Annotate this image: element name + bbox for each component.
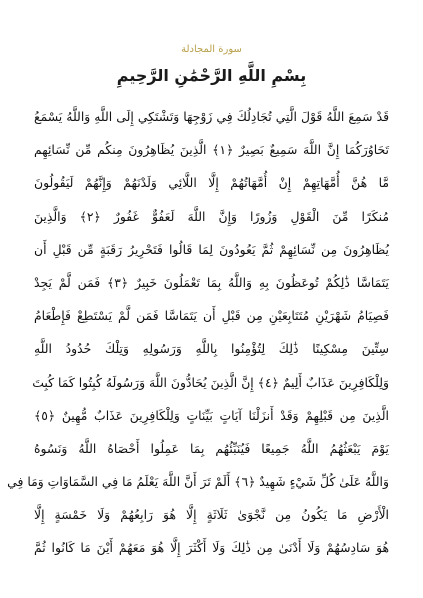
verse-line: سِتِّينَ مِسْكِينًا ذَٰلِكَ لِتُؤْمِنُوا بِاللَّهِ وَرَسُولِهِ وَتِلْكَ حُدُودُ اللَّهِ: [34, 341, 389, 357]
verse-line: يَوْمَ يَبْعَثُهُمُ اللَّهُ جَمِيعًا فَيُنَبِّئُهُم بِمَا عَمِلُوا أَحْصَاهُ اللَّهُ وَنَسُوهُ: [34, 440, 389, 456]
verse-line: يَتَمَاسَّا ذَٰلِكُمْ تُوعَظُونَ بِهِ وَاللَّهُ بِمَا تَعْمَلُونَ خَبِيرٌ ﴿٣﴾ فَمَن لَّمْ يَجِدْ: [34, 274, 389, 290]
verse-line: الَّذِينَ مِن قَبْلِهِمْ وَقَدْ أَنزَلْنَا آيَاتٍ بَيِّنَاتٍ وَلِلْكَافِرِينَ عَذَابٌ مُّهِينٌ ﴿٥﴾: [34, 407, 389, 423]
verse-line: تَحَاوُرَكُمَا إِنَّ اللَّهَ سَمِيعٌ بَصِيرٌ ﴿١﴾ الَّذِينَ يُظَاهِرُونَ مِنكُم مِّن نِّسَائِهِم: [34, 142, 389, 158]
verse-line: الْأَرْضِ مَا يَكُونُ مِن نَّجْوَىٰ ثَلَاثَةٍ إِلَّا هُوَ رَابِعُهُمْ وَلَا خَمْسَةٍ إِلَّا: [34, 507, 389, 523]
verse-line: قَدْ سَمِعَ اللَّهُ قَوْلَ الَّتِي تُجَادِلُكَ فِي زَوْجِهَا وَتَشْتَكِي إِلَى اللَّهِ وَاللَّهُ يَسْمَعُ: [34, 109, 389, 124]
verse-line: وَلِلْكَافِرِينَ عَذَابٌ أَلِيمٌ ﴿٤﴾ إِنَّ الَّذِينَ يُحَادُّونَ اللَّهَ وَرَسُولَهُ كُبِتُوا كَمَا كُبِتَ: [32, 374, 389, 390]
verse-line: فَصِيَامُ شَهْرَيْنِ مُتَتَابِعَيْنِ مِن قَبْلِ أَن يَتَمَاسَّا فَمَن لَّمْ يَسْتَطِعْ فَإِطْعَامُ: [34, 308, 389, 324]
verse-line: يُظَاهِرُونَ مِن نِّسَائِهِمْ ثُمَّ يَعُودُونَ لِمَا قَالُوا فَتَحْرِيرُ رَقَبَةٍ مِّن قَبْلِ أَن: [34, 241, 389, 257]
verse-line: وَاللَّهُ عَلَىٰ كُلِّ شَيْءٍ شَهِيدٌ ﴿٦﴾ أَلَمْ تَرَ أَنَّ اللَّهَ يَعْلَمُ مَا فِي السَّمَاوَاتِ وَمَا فِي: [7, 474, 389, 490]
verse-lines: [7, 100, 389, 565]
surah-title: سورة المجادلة: [181, 44, 242, 55]
verse-line: هُوَ سَادِسُهُمْ وَلَا أَدْنَىٰ مِن ذَٰلِكَ وَلَا أَكْثَرَ إِلَّا هُوَ مَعَهُمْ أَيْنَ مَا كَانُوا ثُمَّ: [34, 540, 389, 556]
basmala: بِسْمِ اللَّهِ الرَّحْمَٰنِ الرَّحِيمِ: [116, 66, 307, 85]
verse-line: مَّا هُنَّ أُمَّهَاتِهِمْ إِنْ أُمَّهَاتُهُمْ إِلَّا اللَّائِي وَلَدْنَهُمْ وَإِنَّهُمْ لَيَقُولُونَ: [34, 175, 389, 191]
verse-line: مُنكَرًا مِّنَ الْقَوْلِ وَزُورًا وَإِنَّ اللَّهَ لَعَفُوٌّ غَفُورٌ ﴿٢﴾ وَالَّذِينَ: [34, 208, 389, 224]
